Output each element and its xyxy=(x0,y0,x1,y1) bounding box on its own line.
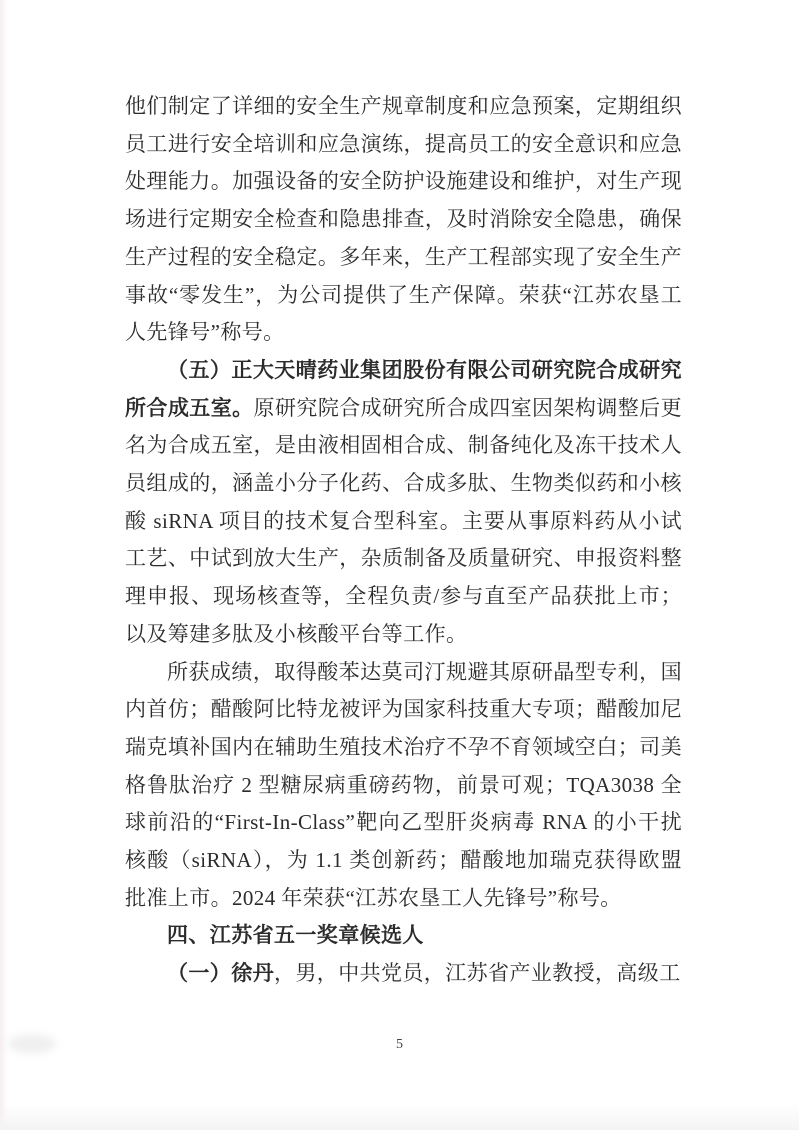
heading-text: 四、江苏省五一奖章候选人 xyxy=(167,923,424,948)
paragraph-text: 所获成绩，取得酸苯达莫司汀规避其原研晶型专利，国内首仿；醋酸阿比特龙被评为国家科技重大专项；醋酸加尼瑞克填补国内在辅助生殖技术治疗不孕不育领域空白；司美格鲁肽治疗 2 型糖尿病重磅药物，前景可观；TQA3038 全球前沿的“First-In-Class”靶向乙型肝炎病毒 RNA 的小干扰核酸（siRNA），为 1.1 类创新药；醋酸地加瑞克获得欧盟批准上市。2024 年荣获“江苏农垦工人先锋号”称号。 xyxy=(125,659,682,910)
document-body-text xyxy=(125,88,682,993)
scan-edge-artifact-left xyxy=(0,0,8,1130)
page-number: 5 xyxy=(396,1037,403,1052)
paragraph-lead-bold: （五）正大天晴药业集团股份有限公司研究院合成研究所合成五室。 xyxy=(125,357,682,420)
paragraph-text: 他们制定了详细的安全生产规章制度和应急预案，定期组织员工进行安全培训和应急演练，提高员工的安全意识和应急处理能力。加强设备的安全防护设施建设和维护，对生产现场进行定期安全检查和隐患排查，及时消除安全隐患，确保生产过程的安全稳定。多年来，生产工程部实现了安全生产事故“零发生”，为公司提供了生产保障。荣获“江苏农垦工人先锋号”称号。 xyxy=(125,94,682,345)
paragraph-candidate-xudan xyxy=(125,955,682,993)
paragraph-achievements xyxy=(125,654,682,918)
heading-section-4-may-first-medal-candidates xyxy=(125,917,682,955)
paragraph-text: ，男，中共党员，江苏省产业教授，高级工 xyxy=(274,961,681,986)
paragraph-text: 原研究院合成研究所合成四室因架构调整后更名为合成五室，是由液相固相合成、制备纯化及冻干技术人员组成的，涵盖小分子化药、合成多肽、生物类似药和小核酸 siRNA 项目的技术复合型科室。主要从事原料药从小试工艺、中试到放大生产，杂质制备及质量研究、申报资料整理申报、现场核查等，全程负责/参与直至产品获批上市；以及筹建多肽及小核酸平台等工作。 xyxy=(125,395,682,646)
paragraph-lead-bold: （一）徐丹 xyxy=(167,961,274,986)
paragraph-safety-production xyxy=(125,88,682,352)
scan-edge-artifact-bottom xyxy=(0,1104,799,1130)
paragraph-section-5-synthesis-lab xyxy=(125,352,682,654)
